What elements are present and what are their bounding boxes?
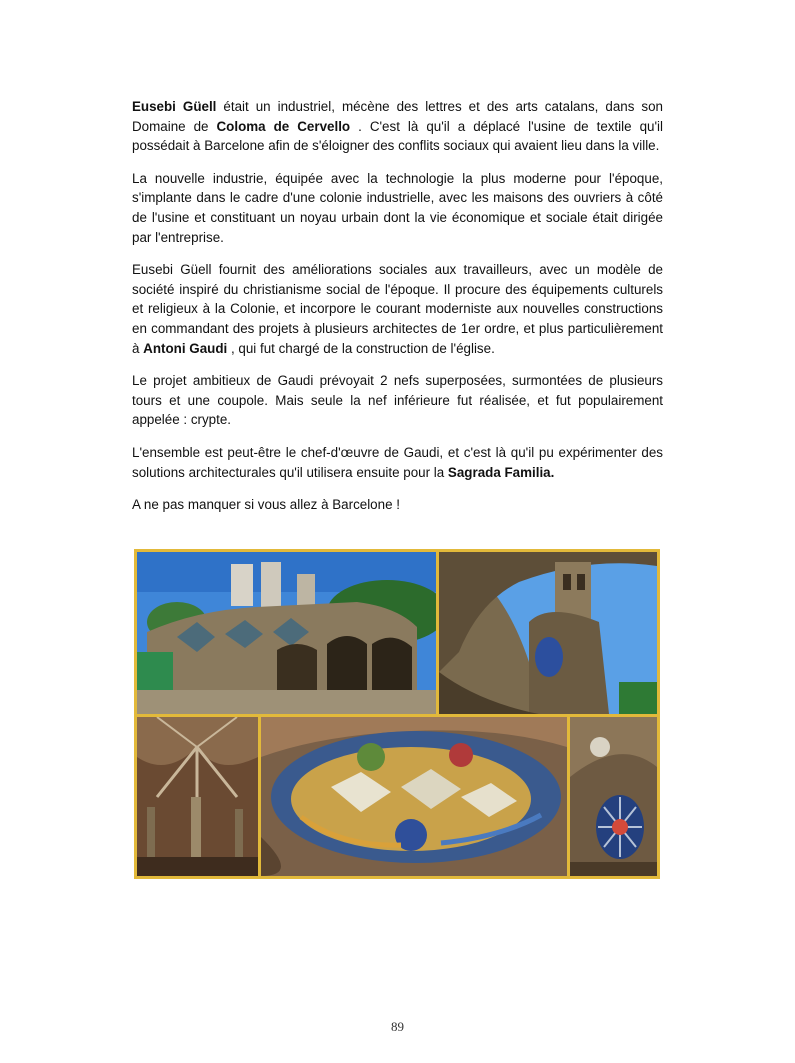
photo-collage [134,549,660,879]
paragraph-3-text-b: , qui fut chargé de la construction de l'église. [227,340,495,356]
paragraph-1-text-b: . C'est là qu'il a déplacé l'usine de textile qu'il possédait à Barcelone afin de s'éloigner des conflits sociaux qui avaient lieu dans la ville. [132,118,663,154]
paragraph-1-text-a: était un industriel, mécène des lettres et des arts catalans, dans son Domaine de [132,99,664,134]
photo-mosaic-ceiling [261,717,567,876]
paragraph-2: La nouvelle industrie, équipée avec la technologie la plus moderne pour l'époque, s'implante dans le cadre d'une colonie industrielle, avec les maisons des ouvriers à côté de l'usine et constituant un noyau urbain dont la vie économique et sociale était dirigée par l'entreprise. [132,170,663,245]
paragraph-3 [132,260,663,358]
name-coloma-de-cervello: Coloma de Cervello [216,118,351,134]
page-number: 89 [391,1019,404,1034]
name-sagrada-familia: Sagrada Familia. [447,464,555,480]
photo-crypt-exterior [137,552,436,714]
paragraph-1 [132,97,663,156]
paragraph-4: Le projet ambitieux de Gaudi prévoyait 2 nefs superposées, surmontées de plusieurs tours et une coupole. Mais seule la nef inférieure fut réalisée, et fut populairement appelée : crypte. [132,373,663,428]
paragraph-6: A ne pas manquer si vous allez à Barcelone ! [132,497,400,513]
name-eusebi-guell: Eusebi Güell [132,99,217,114]
paragraph-5 [132,443,663,482]
article-text [132,97,663,515]
paragraph-3-text-a: Eusebi Güell fournit des améliorations sociales aux travailleurs, avec un modèle de société inspiré du christianisme social de l'époque. Il procure des équipements culturels et religieux à la Colonie, et incorpore le courant moderniste aux nouvelles constructions en commandant des projets à plusieurs architectes de 1er ordre, et plus particulièrement à [132,262,663,356]
photo-interior-columns [137,717,258,876]
paragraph-5-text-a: L'ensemble est peut-être le chef-d'œuvre de Gaudi, et c'est là qu'il pu expérimenter des solutions architecturales qu'il utilisera ensuite pour la [132,444,663,480]
name-antoni-gaudi: Antoni Gaudi [143,340,228,356]
photo-stained-glass [570,717,657,876]
photo-bell-tower [439,552,657,714]
